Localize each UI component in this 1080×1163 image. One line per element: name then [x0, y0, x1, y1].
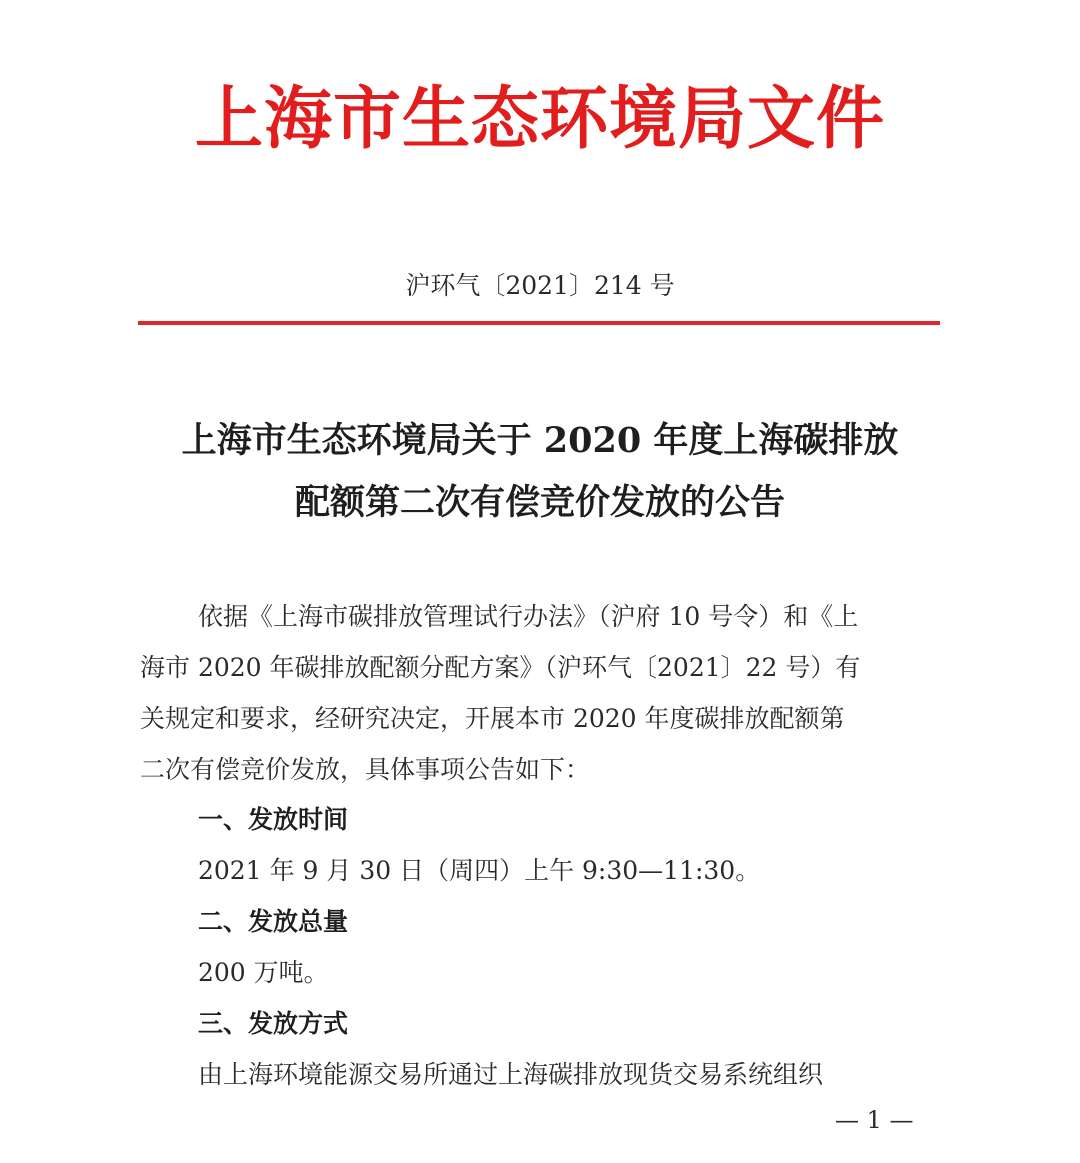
- intro-paragraph-line-3: 关规定和要求，经研究决定，开展本市 2020 年度碳排放配额第: [140, 704, 845, 733]
- intro-paragraph-line-4: 二次有偿竞价发放，具体事项公告如下：: [140, 755, 591, 784]
- section-text-method: 由上海环境能源交易所通过上海碳排放现货交易系统组织: [198, 1060, 824, 1089]
- notice-title: [120, 410, 960, 534]
- intro-paragraph-line-2: 海市 2020 年碳排放配额分配方案》（沪环气〔2021〕22 号）有: [140, 653, 861, 682]
- section-heading-method: 三、发放方式: [198, 1009, 349, 1038]
- page-number: — 1 —: [835, 1106, 914, 1134]
- section-heading-time: 一、发放时间: [198, 805, 349, 834]
- document-number: 沪环气〔2021〕214 号: [405, 271, 675, 300]
- notice-title-line-2: 配额第二次有偿竞价发放的公告: [294, 482, 785, 523]
- red-divider-rule: [138, 321, 940, 325]
- intro-paragraph-line-1: 依据《上海市碳排放管理试行办法》（沪府 10 号令）和《上: [198, 602, 859, 631]
- section-heading-total: 二、发放总量: [198, 907, 349, 936]
- section-text-total: 200 万吨。: [198, 958, 329, 987]
- section-text-time: 2021 年 9 月 30 日（周四）上午 9:30—11:30。: [198, 856, 761, 885]
- document-issuer-header: 上海市生态环境局文件: [194, 80, 885, 159]
- notice-title-line-1: 上海市生态环境局关于 2020 年度上海碳排放: [181, 420, 899, 461]
